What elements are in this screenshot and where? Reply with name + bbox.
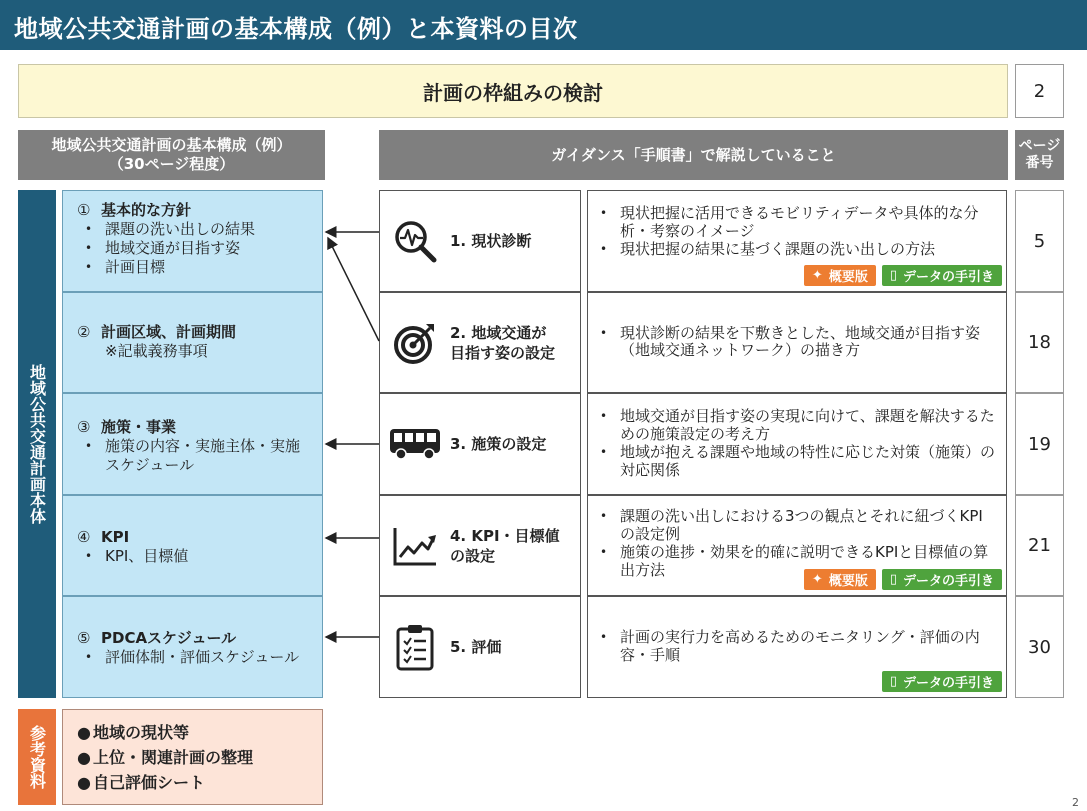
plan-item-heading [77,323,322,342]
plan-item-title: KPI [101,528,130,546]
step-label: 3. 施策の設定 [450,435,547,453]
description-bullet: • 計画の実行力を高めるためのモニタリング・評価の内容・手順 [598,629,996,664]
plan-item-measures [62,393,323,495]
plan-item-heading [77,629,322,648]
reference-label: 地域の現状等 [93,723,190,742]
plan-item-title: PDCAスケジュール [101,629,237,647]
reference-side-text: 参考資料 [27,725,47,789]
page-header-line1: ページ [1018,137,1061,154]
trend-chart-icon [380,525,450,567]
description-bullet: • 地域が抱える課題や地域の特性に応じた対策（施策）の対応関係 [598,444,996,479]
description-bullets [598,205,996,260]
plan-item-area-period [62,292,323,393]
plan-item-number: ③ [77,418,91,436]
plan-item-bullet: • 計画目標 [85,258,322,277]
plan-item-bullets [85,648,322,667]
badge-label: 概要版 [828,574,868,589]
main-plan-side-label [18,190,56,698]
frame-label: 計画の枠組みの検討 [423,80,603,105]
reference-side-label [18,709,56,805]
step-evaluation [379,596,581,698]
plan-item-bullets [85,220,322,277]
description-bullet: • 課題の洗い出しにおける3つの観点とそれに紐づくKPIの設定例 [598,508,996,543]
page-number-target: 18 [1015,292,1064,393]
summary-version-badge[interactable] [804,569,876,590]
plan-item-title: 施策・事業 [101,418,177,436]
page-number-diagnosis: 5 [1015,190,1064,292]
bus-icon [380,426,450,462]
book-icon: ▯ [889,572,897,587]
plan-item-kpi [62,495,323,596]
plan-item-pdca [62,596,323,698]
plan-item-bullets [85,547,322,566]
step-target [379,292,581,393]
reference-item [77,720,322,745]
badge-label: データの手引き [902,574,994,589]
data-guide-badge[interactable] [882,671,1002,692]
badge-label: データの手引き [902,270,994,285]
badge-label: 概要版 [828,270,868,285]
reference-label: 自己評価シート [93,773,206,792]
step-label: 4. KPI・目標値 [450,526,560,545]
left-column-header [18,130,325,180]
frame-section-box [18,64,1008,118]
data-guide-badge[interactable] [882,569,1002,590]
left-header-line1: 地域公共交通計画の基本構成（例） [51,136,292,155]
bullet-dot-icon: ● [77,748,91,767]
page-title: 地域公共交通計画の基本構成（例）と本資料の目次 [14,15,578,43]
step-kpi [379,495,581,596]
description-bullet: • 現状把握に活用できるモビリティデータや具体的な分析・考察のイメージ [598,205,996,240]
step-label-line2: 目指す姿の設定 [450,343,556,362]
description-bullets [598,629,996,665]
book-icon: ▯ [889,268,897,283]
guidance-column-header [379,130,1008,180]
arrow-target [328,238,379,341]
page-number-evaluation: 30 [1015,596,1064,698]
description-bullet: • 施策の進捗・効果を的確に説明できるKPIと目標値の算出方法 [598,544,996,579]
title-bar [0,0,1087,50]
step-label: 1. 現状診断 [450,232,532,250]
badge-group [804,265,1002,286]
step-description-evaluation [587,596,1007,698]
plan-item-bullet: • 評価体制・評価スケジュール [85,648,322,667]
step-description-measures [587,393,1007,495]
step-label: 2. 地域交通が [450,323,547,342]
description-bullet: • 現状診断の結果を下敷きとした、地域交通が目指す姿（地域交通ネットワーク）の描き方 [598,325,996,360]
magnifier-pulse-icon [380,218,450,264]
plan-item-bullet: • KPI、目標値 [85,547,322,566]
reference-item [77,770,322,795]
badge-group [804,569,1002,590]
sparkle-icon: ✦ [811,268,823,283]
checklist-icon [380,623,450,671]
data-guide-badge[interactable] [882,265,1002,286]
plan-item-note: ※記載義務事項 [105,342,208,360]
reference-item [77,745,322,770]
plan-item-number: ① [77,201,91,219]
step-label: 5. 評価 [450,638,502,656]
reference-label: 上位・関連計画の整理 [93,748,254,767]
plan-item-title: 基本的な方針 [101,201,192,219]
guidance-header-label: ガイダンス「手順書」で解説していること [551,145,836,164]
step-measures [379,393,581,495]
description-bullet: • 地域交通が目指す姿の実現に向けて、課題を解決するための施策設定の考え方 [598,408,996,443]
badge-label: データの手引き [902,676,994,691]
step-description-kpi [587,495,1007,596]
page-number-measures: 19 [1015,393,1064,495]
badge-group [882,671,1002,692]
plan-item-bullet: • 施策の内容・実施主体・実施スケジュール [85,437,322,475]
step-description-target [587,292,1007,393]
plan-item-bullet: • 地域交通が目指す姿 [85,239,322,258]
slide-number: 2 [1072,796,1079,809]
step-label-line2: の設定 [450,546,496,565]
plan-item-bullets [85,437,322,475]
target-icon [380,320,450,366]
left-header-line2: （30ページ程度） [108,155,235,173]
description-bullets [598,325,996,361]
reference-list [62,709,323,805]
frame-page-number: 2 [1015,64,1064,118]
book-icon: ▯ [889,674,897,689]
plan-item-heading [77,418,322,437]
description-bullet: • 現状把握の結果に基づく課題の洗い出しの方法 [598,241,996,259]
plan-item-basic-policy [62,190,323,292]
main-plan-side-text: 地域公共交通計画本体 [27,364,47,524]
plan-item-number: ② [77,323,91,341]
plan-item-number: ④ [77,528,91,546]
sparkle-icon: ✦ [811,572,823,587]
plan-item-title: 計画区域、計画期間 [101,323,237,341]
summary-version-badge[interactable] [804,265,876,286]
page-number-kpi: 21 [1015,495,1064,596]
page-header-line2: 番号 [1025,155,1054,171]
plan-item-heading [77,201,322,220]
bullet-dot-icon: ● [77,723,91,742]
description-bullets [598,408,996,480]
page-column-header [1015,130,1064,180]
step-diagnosis [379,190,581,292]
plan-item-bullet: • 課題の洗い出しの結果 [85,220,322,239]
step-description-diagnosis [587,190,1007,292]
bullet-dot-icon: ● [77,773,91,792]
plan-item-heading [77,528,322,547]
plan-item-number: ⑤ [77,629,91,647]
